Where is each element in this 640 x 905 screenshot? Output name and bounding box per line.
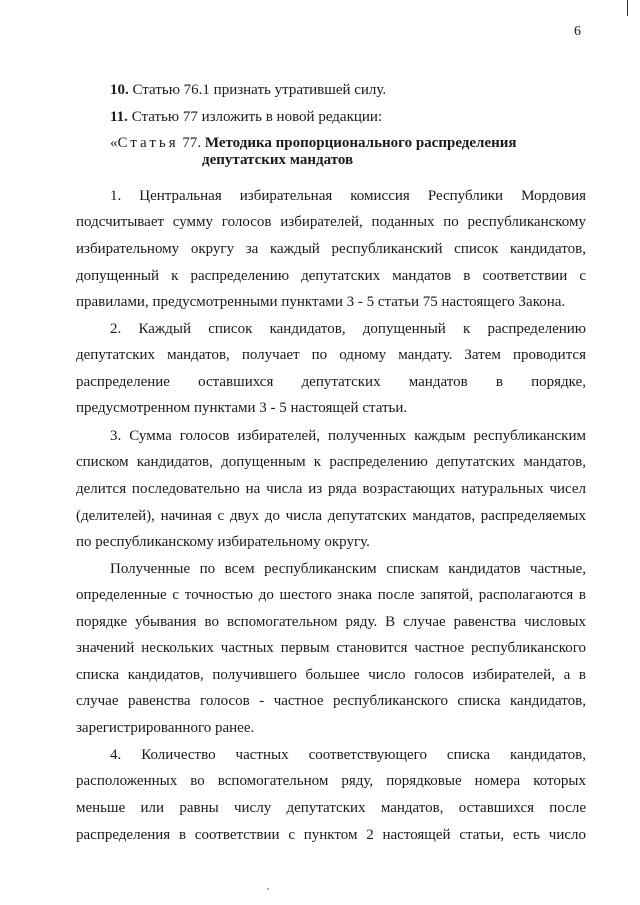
item-11-text: Статью 77 изложить в новой редакции:	[127, 109, 383, 125]
body-line: 4. Количество частных соответствующего списка кандидатов,	[110, 747, 586, 763]
body-line: распределения в соответствии с пунктом 2 настоящей статьи, есть число	[76, 827, 586, 843]
corner-mark	[627, 0, 628, 16]
body-line: списком кандидатов, допущенным к распределению депутатских мандатов,	[76, 454, 586, 470]
page-number: 6	[574, 24, 581, 39]
body-line: распределение оставшихся депутатских мандатов в порядке,	[76, 374, 586, 390]
body-line: подсчитывает сумму голосов избирателей, поданных по республиканскому	[76, 214, 586, 230]
body-line: избирательному округу за каждый республиканский список кандидатов,	[76, 241, 586, 257]
item-11-number: 11.	[110, 109, 128, 125]
item-11	[110, 108, 382, 126]
article-title-line-1: Методика пропорционального распределения	[204, 135, 517, 151]
scan-speck	[267, 888, 269, 890]
quote-open: «	[110, 135, 118, 151]
item-10-text: Статью 76.1 признать утратившей силу.	[128, 82, 387, 98]
body-line: зарегистрированного ранее.	[76, 720, 255, 736]
item-10-number: 10.	[110, 82, 129, 98]
item-10	[110, 81, 386, 99]
body-line: списка кандидатов, получившего большее число голосов избирателей, а в	[76, 667, 586, 683]
body-line: 2. Каждый список кандидатов, допущенный к распределению	[110, 321, 586, 337]
article-number: 77.	[178, 135, 205, 151]
article-title-line-2: депутатских мандатов	[202, 152, 354, 168]
body-line: (делителей), начиная с двух до числа депутатских мандатов, распределяемых	[76, 508, 586, 524]
body-line: расположенных во вспомогательном ряду, порядковые номера которых	[76, 773, 586, 789]
body-line: определенные с точностью до шестого знака после запятой, располагаются в	[76, 587, 586, 603]
body-line: Полученные по всем республиканским спискам кандидатов частные,	[110, 561, 586, 577]
body-line: 1. Центральная избирательная комиссия Республики Мордовия	[110, 188, 586, 204]
body-line: 3. Сумма голосов избирателей, полученных каждым республиканским	[110, 428, 586, 444]
body-line: по республиканскому избирательному округу.	[76, 534, 370, 550]
article-heading	[110, 134, 517, 152]
body-line: предусмотренном пунктами 3 - 5 настоящей статьи.	[76, 400, 408, 416]
body-line: значений нескольких частных первым становится частное республиканского	[76, 640, 586, 656]
article-word: Статья	[117, 135, 179, 151]
body-line: делится последовательно на числа из ряда возрастающих натуральных чисел	[76, 481, 586, 497]
body-line: порядке убывания во вспомогательном ряду. В случае равенства числовых	[76, 614, 586, 630]
body-line: допущенный к распределению депутатских мандатов в соответствии с	[76, 268, 586, 284]
body-line: депутатских мандатов, получает по одному мандату. Затем проводится	[76, 347, 586, 363]
body-line: меньше или равны числу депутатских мандатов, оставшихся после	[76, 800, 586, 816]
body-line: правилами, предусмотренными пунктами 3 - 5 статьи 75 настоящего Закона.	[76, 294, 566, 310]
body-line: случае равенства голосов - частное республиканского списка кандидатов,	[76, 693, 586, 709]
